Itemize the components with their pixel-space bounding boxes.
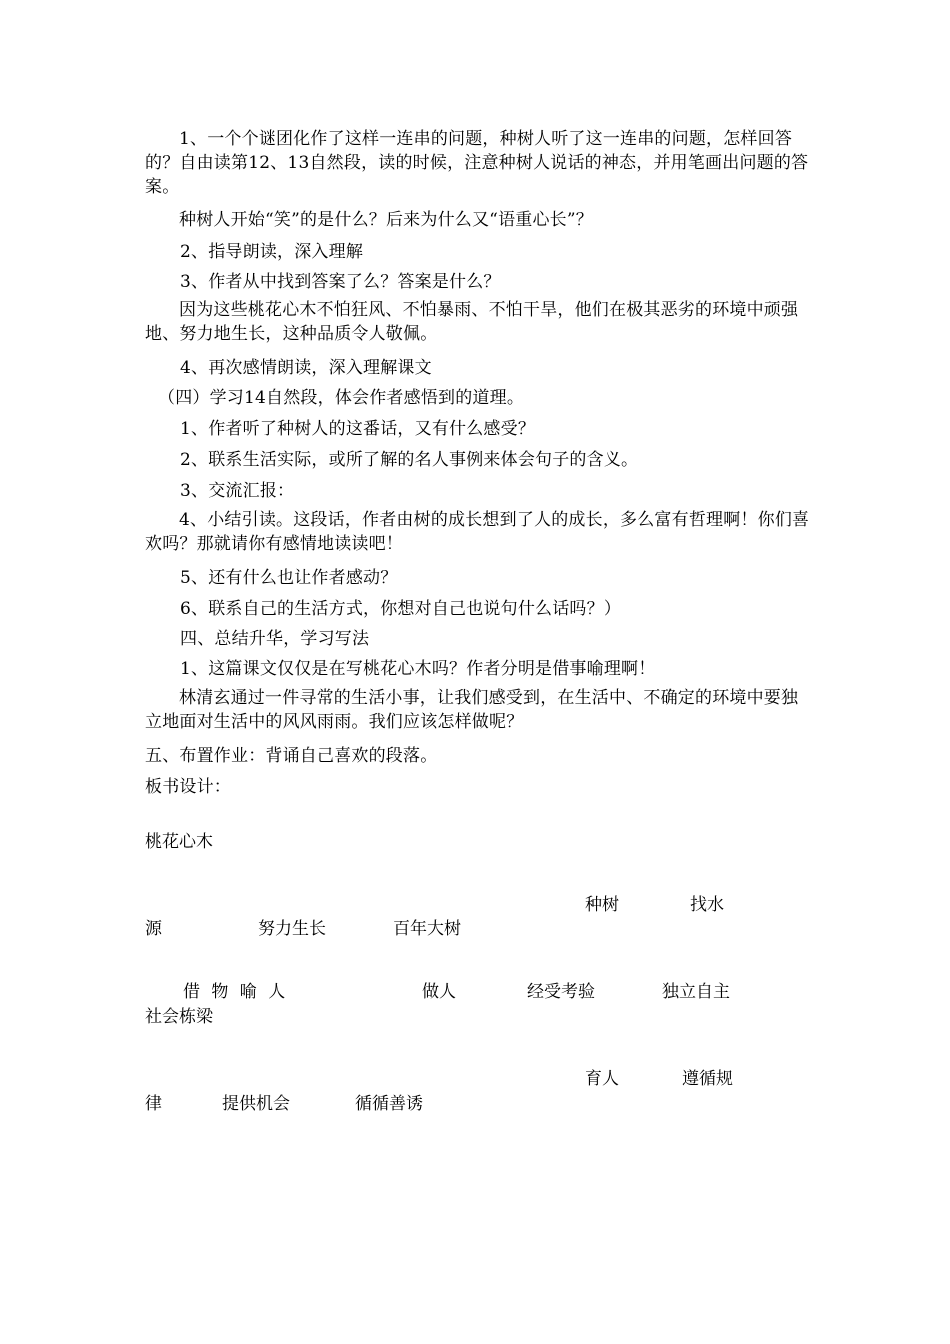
board-row3-e: 循循善诱 [355, 1094, 423, 1114]
paragraph-17: 五、布置作业：背诵自己喜欢的段落。 [145, 746, 438, 766]
paragraph-4: 3、作者从中找到答案了么？答案是什么？ [180, 272, 501, 292]
paragraph-2: 种树人开始“笑”的是什么？后来为什么又“语重心长”？ [179, 210, 593, 230]
paragraph-9: 2、联系生活实际，或所了解的名人事例来体会句子的含义。 [180, 450, 639, 470]
paragraph-12: 5、还有什么也让作者感动？ [180, 568, 398, 588]
paragraph-14: 四、总结升华，学习写法 [180, 629, 370, 649]
board-row2-d: 独立自主 [662, 982, 730, 1002]
board-row1-d: 努力生长 [258, 919, 326, 939]
paragraph-13: 6、联系自己的生活方式，你想对自己也说句什么话吗？） [180, 599, 622, 619]
paragraph-6: 4、再次感情朗读，深入理解课文 [180, 358, 432, 378]
board-row2-a: 借 物 喻 人 [183, 982, 286, 1002]
board-title: 桃花心木 [145, 832, 213, 852]
board-row3-b: 遵循规 [682, 1069, 733, 1089]
board-row3-c: 律 [145, 1094, 162, 1114]
board-row1-b: 找水 [690, 895, 724, 915]
board-row2-b: 做人 [422, 982, 456, 1002]
board-row2-c: 经受考验 [527, 982, 595, 1002]
paragraph-18: 板书设计： [145, 777, 231, 797]
board-row2-e: 社会栋梁 [145, 1007, 213, 1027]
paragraph-5: 因为这些桃花心木不怕狂风、不怕暴雨、不怕干旱，他们在极其恶劣的环境中顽强地、努力地生长，这种品质令人敬佩。 [145, 300, 799, 344]
paragraph-3: 2、指导朗读，深入理解 [180, 242, 364, 262]
paragraph-16: 林清玄通过一件寻常的生活小事，让我们感受到，在生活中、不确定的环境中要独立地面对生活中的风风雨雨。我们应该怎样做呢？ [145, 688, 799, 732]
paragraph-8: 1、作者听了种树人的这番话，又有什么感受？ [180, 419, 536, 439]
board-row3-d: 提供机会 [222, 1094, 290, 1114]
board-row1-a: 种树 [585, 895, 619, 915]
paragraph-7: （四）学习14自然段，体会作者感悟到的道理。 [158, 388, 525, 408]
paragraph-1: 1、一个个谜团化作了这样一连串的问题，种树人听了这一连串的问题，怎样回答的？自由读第12、13自然段，读的时候，注意种树人说话的神态，并用笔画出问题的答案。 [145, 129, 809, 197]
paragraph-11: 4、小结引读。这段话，作者由树的成长想到了人的成长，多么富有哲理啊！你们喜欢吗？那就请你有感情地读读吧！ [145, 510, 810, 554]
paragraph-15: 1、这篇课文仅仅是在写桃花心木吗？作者分明是借事喻理啊！ [180, 659, 656, 679]
board-row1-c: 源 [145, 919, 162, 939]
paragraph-10: 3、交流汇报： [180, 481, 295, 501]
board-row1-e: 百年大树 [393, 919, 461, 939]
board-row3-a: 育人 [585, 1069, 619, 1089]
